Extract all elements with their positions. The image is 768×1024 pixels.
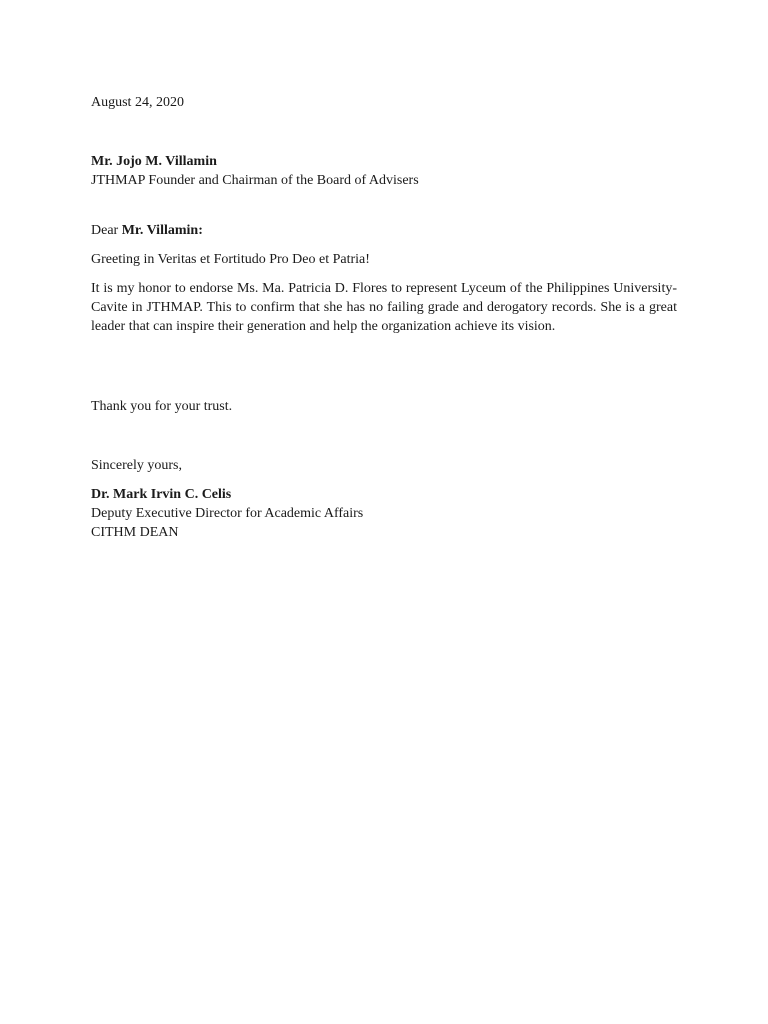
thanks-line: Thank you for your trust. xyxy=(91,399,233,414)
closing-line: Sincerely yours, xyxy=(91,458,182,473)
salutation-name: Mr. Villamin: xyxy=(121,223,203,238)
body-paragraph: It is my honor to endorse Ms. Ma. Patricia D. Flores to represent Lyceum of the Philippines University-Cavite in JTHMAP. This to confirm that she has no failing grade and derogatory records. She is a great leader that can inspire their generation and help the organization achieve its vision. xyxy=(91,281,677,334)
letter-date: August 24, 2020 xyxy=(91,95,184,110)
signatory-name: Dr. Mark Irvin C. Celis xyxy=(91,487,232,502)
salutation xyxy=(91,221,677,240)
signatory-role: CITHM DEAN xyxy=(91,525,179,540)
signatory-title: Deputy Executive Director for Academic Affairs xyxy=(91,506,364,521)
recipient-title: JTHMAP Founder and Chairman of the Board of Advisers xyxy=(91,173,419,188)
greeting-line: Greeting in Veritas et Fortitudo Pro Deo et Patria! xyxy=(91,252,370,267)
salutation-prefix: Dear xyxy=(91,223,122,238)
recipient-name: Mr. Jojo M. Villamin xyxy=(91,154,217,169)
